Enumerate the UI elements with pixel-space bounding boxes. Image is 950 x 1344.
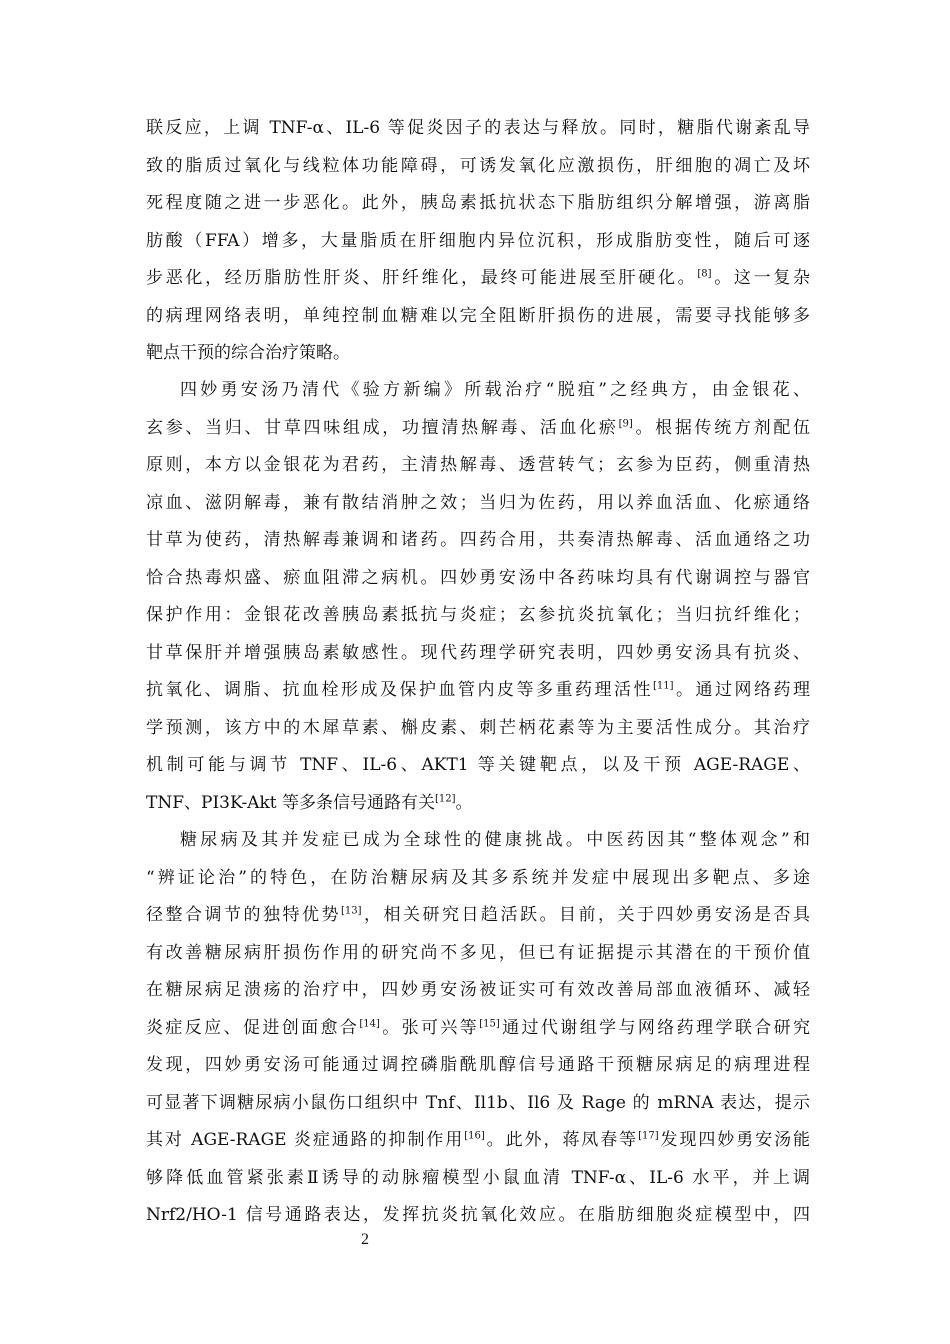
text-line: 可显著下调糖尿病小鼠伤口组织中 Tnf、Il1b、Il6 及 Rage 的 mRNA 表达，提示 (146, 1093, 810, 1113)
text-line: 致的脂质过氧化与线粒体功能障碍，可诱发氧化应激损伤，肝细胞的凋亡及坏 (146, 156, 810, 176)
citation-ref: [8] (697, 268, 712, 280)
text-line: 有改善糖尿病肝损伤作用的研究尚不多见，但已有证据提示其潜在的干预价值 (146, 943, 810, 963)
text-line: 玄参、当归、甘草四味组成，功擅清热解毒、活血化瘀[9]。根据传统方剂配伍 (146, 418, 810, 438)
text-line: Nrf2/HO-1 信号通路表达，发挥抗炎抗氧化效应。在脂肪细胞炎症模型中，四 (146, 1205, 810, 1225)
page-number: 2 (361, 1231, 369, 1248)
text-line: 靶点干预的综合治疗策略。 (146, 343, 350, 363)
text-line: 学预测，该方中的木犀草素、槲皮素、刺芒柄花素等为主要活性成分。其治疗 (146, 718, 810, 738)
citation-ref: [14] (359, 1018, 380, 1030)
citation-ref: [12] (435, 793, 456, 805)
text-line: 其对 AGE-RAGE 炎症通路的抑制作用[16]。此外，蒋凤春等[17]发现四妙勇安汤能 (146, 1130, 810, 1150)
text-line: TNF、PI3K-Akt 等多条信号通路有关[12]。 (146, 793, 473, 813)
text-line: 恰合热毒炽盛、瘀血阻滞之病机。四妙勇安汤中各药味均具有代谢调控与器官 (146, 568, 810, 588)
text-line: 够降低血管紧张素Ⅱ诱导的动脉瘤模型小鼠血清 TNF-α、IL-6 水平，并上调 (146, 1168, 810, 1188)
citation-ref: [17] (638, 1130, 659, 1142)
text-line: 保护作用：金银花改善胰岛素抵抗与炎症；玄参抗炎抗氧化；当归抗纤维化； (146, 605, 810, 625)
text-line: 的病理网络表明，单纯控制血糖难以完全阻断肝损伤的进展，需要寻找能够多 (146, 306, 810, 326)
citation-ref: [11] (652, 680, 674, 692)
text-line: 联反应，上调 TNF-α、IL-6 等促炎因子的表达与释放。同时，糖脂代谢紊乱导 (146, 118, 810, 138)
text-line: 炎症反应、促进创面愈合[14]。张可兴等[15]通过代谢组学与网络药理学联合研究 (146, 1018, 810, 1038)
citation-ref: [15] (479, 1018, 500, 1030)
text-line: 甘草为使药，清热解毒兼调和诸药。四药合用，共奏清热解毒、活血通络之功 (146, 530, 810, 550)
text-line: 凉血、滋阴解毒，兼有散结消肿之效；当归为佐药，用以养血活血、化瘀通络 (146, 493, 810, 513)
citation-ref: [16] (464, 1130, 485, 1142)
text-line: 步恶化，经历脂肪性肝炎、肝纤维化，最终可能进展至肝硬化。[8]。这一复杂 (146, 268, 810, 288)
text-line: 发现，四妙勇安汤可能通过调控磷脂酰肌醇信号通路干预糖尿病足的病理进程 (146, 1055, 810, 1075)
text-line: 在糖尿病足溃疡的治疗中，四妙勇安汤被证实可有效改善局部血液循环、减轻 (146, 980, 810, 1000)
text-line: “辨证论治”的特色，在防治糖尿病及其多系统并发症中展现出多靶点、多途 (146, 868, 810, 888)
text-line: 机制可能与调节 TNF、IL-6、AKT1 等关键靶点，以及干预 AGE-RAGE、 (146, 755, 810, 775)
citation-ref: [13] (341, 905, 362, 917)
text-line: 原则，本方以金银花为君药，主清热解毒、透营转气；玄参为臣药，侧重清热 (146, 455, 810, 475)
text-line: 甘草保肝并增强胰岛素敏感性。现代药理学研究表明，四妙勇安汤具有抗炎、 (146, 643, 810, 663)
text-line: 四妙勇安汤乃清代《验方新编》所载治疗“脱疽”之经典方，由金银花、 (180, 380, 810, 400)
text-line: 死程度随之进一步恶化。此外，胰岛素抵抗状态下脂肪组织分解增强，游离脂 (146, 193, 810, 213)
text-line: 径整合调节的独特优势[13]，相关研究日趋活跃。目前，关于四妙勇安汤是否具 (146, 905, 810, 925)
text-line: 肪酸（FFA）增多，大量脂质在肝细胞内异位沉积，形成脂肪变性，随后可逐 (146, 231, 810, 251)
text-line: 抗氧化、调脂、抗血栓形成及保护血管内皮等多重药理活性[11]。通过网络药理 (146, 680, 810, 700)
text-line: 糖尿病及其并发症已成为全球性的健康挑战。中医药因其“整体观念”和 (180, 830, 810, 850)
citation-ref: [9] (618, 418, 633, 430)
